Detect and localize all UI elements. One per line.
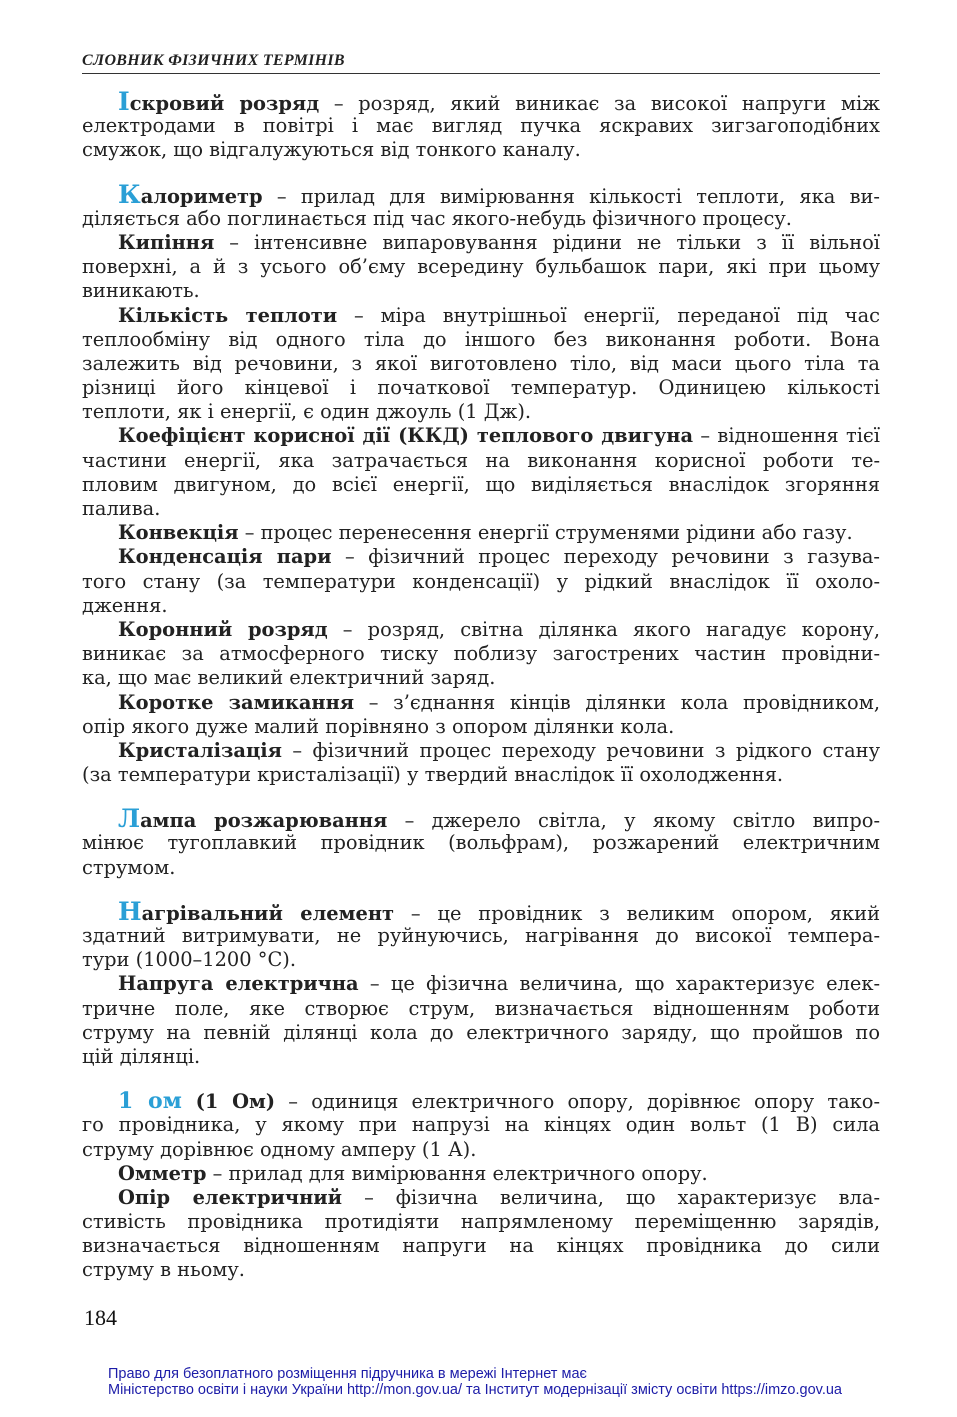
definition-text: – прилад для вимірювання кількості теплоти, яка ви- <box>262 184 880 208</box>
definition-text: виникають. <box>82 279 200 303</box>
entry-line <box>82 304 880 328</box>
entry-line <box>82 114 880 138</box>
entry-line <box>82 1210 880 1234</box>
definition-text: пловим двигуном, до всієї енергії, що виділяється внаслідок згоряння <box>82 472 880 496</box>
glossary-entry <box>82 521 880 545</box>
entry-line <box>82 924 880 948</box>
definition-text: го провідника, у якому при напрузі на кінцях один вольт (1 В) сила <box>82 1113 880 1137</box>
term: Коронний розряд <box>118 617 328 641</box>
entry-line <box>82 972 880 996</box>
entry-line <box>82 1021 880 1045</box>
term: ампа розжарювання <box>140 809 388 833</box>
term-initial: 1 ом <box>118 1088 182 1115</box>
definition-text: – з’єднання кінців ділянки кола провідником, <box>354 690 880 714</box>
glossary-entry <box>82 739 880 787</box>
entry-line <box>82 207 880 231</box>
definition-text: опір якого дуже малий порівняно з опором ділянки кола. <box>82 714 675 738</box>
entry-line <box>82 231 880 255</box>
term: Омметр <box>118 1161 207 1185</box>
definition-text: теплоти, як і енергії, є один джоуль (1 Дж). <box>82 400 532 424</box>
definition-text: – фізична величина, що характеризує вла- <box>342 1185 880 1209</box>
glossary-entry <box>82 1186 880 1283</box>
entry-line <box>82 521 880 545</box>
term-initial: І <box>118 87 130 116</box>
entry-line <box>82 804 880 834</box>
entry-line <box>82 1258 880 1282</box>
term: Коротке замикання <box>118 690 355 714</box>
term: (1 Ом) <box>181 1090 276 1114</box>
entry-line <box>82 400 880 424</box>
definition-text: частини енергії, яка затрачається на виконання корисної роботи те- <box>82 448 880 472</box>
definition-text: – процес перенесення енергії струменями рідини або газу. <box>238 521 853 545</box>
term-initial: Н <box>118 896 142 926</box>
entry-line <box>82 449 880 473</box>
definition-text: дження. <box>82 593 168 617</box>
entry-line <box>82 666 880 690</box>
term: Кристалізація <box>118 738 282 762</box>
entry-line <box>82 594 880 618</box>
definition-text: – відношення тієї <box>693 424 880 448</box>
glossary-entry <box>82 304 880 425</box>
entry-line <box>82 279 880 303</box>
term: Напруга електрична <box>118 972 359 996</box>
definition-text: – одиниця електричного опору, дорівнює опору тако- <box>275 1090 880 1114</box>
definition-text: – це фізична величина, що характеризує елек- <box>358 972 881 996</box>
entry-line <box>82 138 880 162</box>
definition-text: електродами в повітрі і має вигляд пучка яскравих зигзагоподібних <box>82 114 880 138</box>
definition-text: – фізичний процес переходу речовини з рідкого стану <box>281 738 880 762</box>
glossary-entry <box>82 804 880 880</box>
definition-text: – це провідник з великим опором, який <box>394 901 880 925</box>
glossary-entry <box>82 896 880 973</box>
definition-text: поверхні, а й з усього об’єму всередину бульбашок пари, які при цьому <box>82 255 880 279</box>
license-footer <box>108 1366 842 1398</box>
definition-text: стивість провідника протидіяти напрямленому переміщенню зарядів, <box>82 1210 880 1234</box>
term: Кипіння <box>118 230 215 254</box>
footer-line-2: Міністерство освіти і науки України http://mon.gov.ua/ та Інститут модернізації змісту освіти https://imzo.gov.ua <box>108 1382 842 1398</box>
definition-text: теплообміну від одного тіла до іншого без виконання роботи. Вона <box>82 327 880 351</box>
definition-text: тури (1000–1200 °С). <box>82 948 297 972</box>
definition-text: мінює тугоплавкий провідник (вольфрам), розжарений електричним <box>82 831 880 855</box>
definition-text: палива. <box>82 497 161 520</box>
glossary-entry <box>82 231 880 304</box>
entry-line <box>82 1138 880 1162</box>
footer-line-1: Право для безоплатного розміщення підручника в мережі Інтернет має <box>108 1366 587 1382</box>
glossary-entry <box>82 424 880 521</box>
entry-line <box>82 473 880 497</box>
definition-text: тричне поле, яке створює струм, визначається відношенням роботи <box>82 996 880 1020</box>
entry-line <box>82 1089 880 1113</box>
term-initial: Л <box>118 804 141 834</box>
entry-line <box>82 618 880 642</box>
glossary-entry <box>82 691 880 739</box>
entry-line <box>82 1113 880 1137</box>
definition-text: – прилад для вимірювання електричного опору. <box>206 1161 708 1185</box>
entry-line <box>82 948 880 972</box>
entry-line <box>82 570 880 594</box>
definition-text: – джерело світла, у якому світло випро- <box>387 809 880 833</box>
definition-text: струму на певній ділянці кола до електричного заряду, що пройшов по <box>82 1020 880 1044</box>
glossary-entry <box>82 179 880 231</box>
definition-text: струму дорівнює одному амперу (1 А). <box>82 1137 477 1161</box>
entry-line <box>82 179 880 209</box>
definition-text: того стану (за температури конденсації) у рідкий внаслідок її охоло- <box>82 569 880 593</box>
page-number: 184 <box>84 1305 117 1330</box>
term: Коефіцієнт корисної дії (ККД) теплового двигуна <box>118 424 694 448</box>
entry-line <box>82 896 880 926</box>
entry-line <box>82 763 880 787</box>
glossary-entry <box>82 545 880 618</box>
entry-line <box>82 1234 880 1258</box>
definition-text: цій ділянці. <box>82 1044 201 1068</box>
definition-text: визначається відношенням напруги на кінцях провідника до сили <box>82 1234 880 1258</box>
term-initial: К <box>118 179 141 209</box>
entry-line <box>82 831 880 855</box>
entry-line <box>82 1162 880 1186</box>
term: алориметр <box>140 184 263 208</box>
definition-text: діляється або поглинається під час якого-небудь фізичного процесу. <box>82 206 792 230</box>
entry-line <box>82 1045 880 1069</box>
glossary-entry <box>82 972 880 1069</box>
glossary-entry <box>82 618 880 691</box>
definition-text: смужок, що відгалужуються від тонкого каналу. <box>82 138 581 162</box>
term: агрівальний елемент <box>141 901 395 925</box>
definition-text: – інтенсивне випаровування рідини не тільки з її вільної <box>214 230 880 254</box>
definition-text: – розряд, який виникає за високої напруги між <box>319 92 880 115</box>
entry-line <box>82 1186 880 1210</box>
definition-text: залежить від речовини, з якої виготовлено тіло, від маси цього тіла та <box>82 351 880 375</box>
entry-line <box>82 856 880 880</box>
term: скровий розряд <box>129 92 320 115</box>
glossary-content <box>82 87 881 1283</box>
definition-text: струмом. <box>82 855 176 879</box>
definition-text: (за температури кристалізації) у твердий внаслідок її охолодження. <box>82 763 784 787</box>
definition-text: ка, що має великий електричний заряд. <box>82 666 496 690</box>
entry-line <box>82 87 880 116</box>
entry-line <box>82 497 880 521</box>
entry-line <box>82 376 880 400</box>
entry-line <box>82 328 880 352</box>
definition-text: здатний витримувати, не руйнуючись, нагрівання до високої темпера- <box>82 924 880 947</box>
term: Опір електричний <box>118 1185 343 1209</box>
definition-text: різниці його кінцевої і початкової температур. Одиницею кількості <box>82 376 880 400</box>
entry-line <box>82 691 880 715</box>
entry-line <box>82 545 880 569</box>
header-title: СЛОВНИК ФІЗИЧНИХ ТЕРМІНІВ <box>82 52 345 69</box>
definition-text: – фізичний процес переходу речовини з газува- <box>331 545 880 569</box>
glossary-entry <box>82 1162 880 1186</box>
definition-text: струму в ньому. <box>82 1258 245 1282</box>
glossary-entry <box>82 1089 880 1162</box>
entry-line <box>82 255 880 279</box>
term: Конвекція <box>118 521 239 545</box>
definition-text: – розряд, світна ділянка якого нагадує корону, <box>327 617 880 641</box>
definition-text: виникає за атмосферного тиску поблизу загострених частин провідни- <box>82 642 880 666</box>
running-header <box>82 50 880 74</box>
glossary-entry <box>82 87 880 163</box>
term: Кількість теплоти <box>118 303 338 327</box>
definition-text: – міра внутрішньої енергії, переданої під час <box>337 303 880 327</box>
entry-line <box>82 642 880 666</box>
term: Конденсація пари <box>118 545 332 569</box>
entry-line <box>82 352 880 376</box>
entry-line <box>82 739 880 763</box>
entry-line <box>82 715 880 739</box>
entry-line <box>82 424 880 448</box>
entry-line <box>82 997 880 1021</box>
